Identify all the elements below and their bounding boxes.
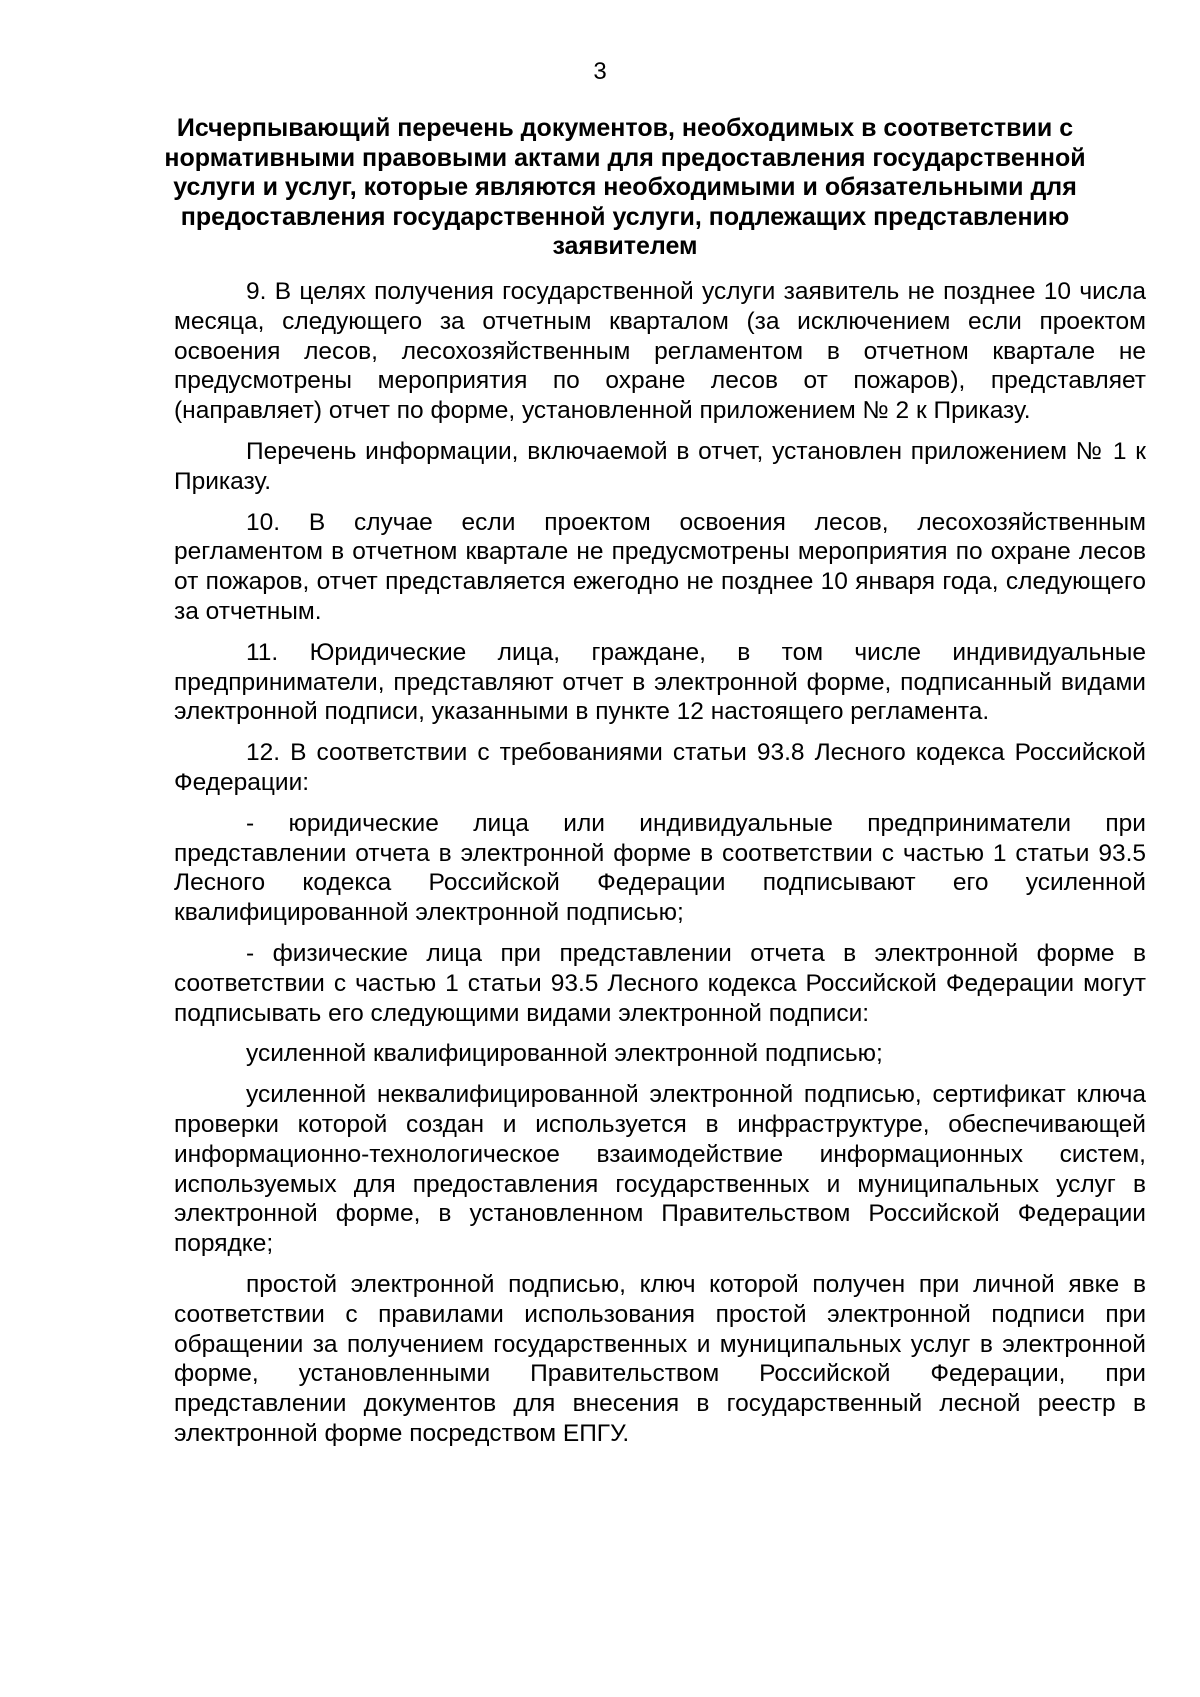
- section-heading: Исчерпывающий перечень документов, необходимых в соответствии с нормативными правовыми актами для предоставления государственной услуги и услуг, которые являются необходимыми и обязательными для предоставления государственной услуги, подлежащих представлению заявителем: [164, 114, 1086, 260]
- paragraph-9: 9. В целях получения государственной услуги заявитель не позднее 10 числа месяца, следующего за отчетным кварталом (за исключением если проектом освоения лесов, лесохозяйственным регламентом в отчетном квартале не предусмотрены мероприятия по охране лесов от пожаров), представляет (направляет) отчет по форме, установленной приложением № 2 к Приказу.: [174, 278, 1146, 425]
- document-body: [174, 277, 1146, 1460]
- page-number: 3: [593, 58, 607, 85]
- list-item-individuals: - физические лица при представлении отчета в электронной форме в соответствии с частью 1 статьи 93.5 Лесного кодекса Российской Федерации могут подписывать его следующими видами электронной подписи:: [174, 939, 1146, 1027]
- paragraph-12: 12. В соответствии с требованиями статьи 93.8 Лесного кодекса Российской Федерации:: [174, 739, 1146, 796]
- list-item-legal-entities: - юридические лица или индивидуальные предприниматели при представлении отчета в электронной форме в соответствии с частью 1 статьи 93.5 Лесного кодекса Российской Федерации подписывают его усиленной квалифицированной электронной подписью;: [174, 809, 1146, 927]
- paragraph-10: 10. В случае если проектом освоения лесов, лесохозяйственным регламентом в отчетном квартале не предусмотрены мероприятия по охране лесов от пожаров, отчет представляется ежегодно не позднее 10 января года, следующего за отчетным.: [174, 508, 1146, 625]
- paragraph-11: 11. Юридические лица, граждане, в том числе индивидуальные предприниматели, представляют отчет в электронной форме, подписанный видами электронной подписи, указанными в пункте 12 настоящего регламента.: [174, 638, 1146, 726]
- signature-type-simple: простой электронной подписью, ключ которой получен при личной явке в соответствии с правилами использования простой электронной подписи при обращении за получением государственных и муниципальных услуг в электронной форме, установленными Правительством Российской Федерации, при представлении документов для внесения в государственный лесной реестр в электронной форме посредством ЕПГУ.: [174, 1270, 1146, 1447]
- paragraph-info-list: Перечень информации, включаемой в отчет, установлен приложением № 1 к Приказу.: [174, 437, 1146, 495]
- signature-type-unqualified: усиленной неквалифицированной электронной подписью, сертификат ключа проверки которой создан и используется в инфраструктуре, обеспечивающей информационно-технологическое взаимодействие информационных систем, используемых для предоставления государственных и муниципальных услуг в электронной форме, в установленном Правительством Российской Федерации порядке;: [174, 1081, 1146, 1258]
- signature-type-qualified: усиленной квалифицированной электронной подписью;: [246, 1040, 883, 1068]
